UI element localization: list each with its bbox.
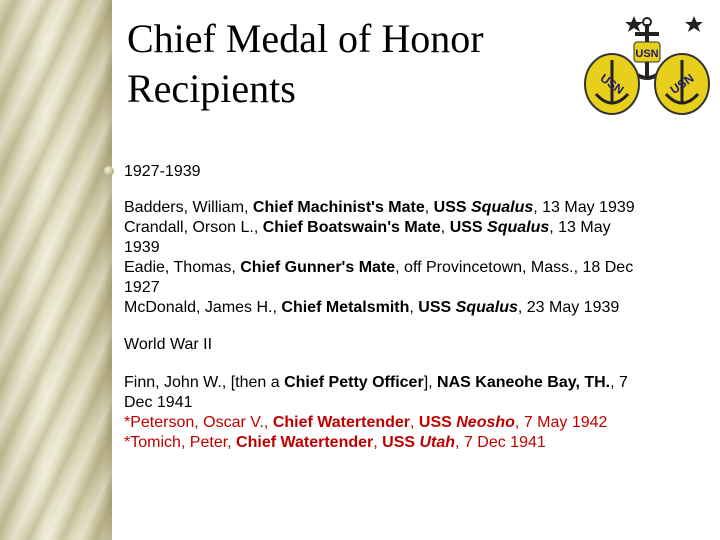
entry-crandall: Crandall, Orson L., Chief Boatswain's Mate, USS Squalus, 13 May xyxy=(124,219,611,236)
section-heading-1927-1939: 1927-1939 xyxy=(124,163,201,180)
slide-title-line-2: Recipients xyxy=(127,66,296,111)
entry-tomich: *Tomich, Peter, Chief Watertender, USS Utah, 7 Dec 1941 xyxy=(124,434,546,451)
slide-title-line-1: Chief Medal of Honor xyxy=(127,16,484,61)
logo-text-center: USN xyxy=(635,48,659,60)
decorative-stripe-edge xyxy=(104,0,112,540)
right-anchor-badge-icon xyxy=(655,54,709,114)
uscg-chief-anchor-insignia-icon xyxy=(585,16,709,114)
section1-entries xyxy=(124,198,635,318)
bullet-icon xyxy=(104,166,114,176)
section-heading-world-war-ii: World War II xyxy=(124,336,213,353)
entry-finn: Finn, John W., [then a Chief Petty Officer], NAS Kaneohe Bay, TH., 7 xyxy=(124,374,628,391)
left-anchor-badge-icon xyxy=(585,54,639,114)
decorative-side-stripe xyxy=(0,0,112,540)
entry-crandall-cont: 1939 xyxy=(124,239,160,256)
entry-badders: Badders, William, Chief Machinist's Mate, USS Squalus, 13 May 1939 xyxy=(124,199,635,216)
entry-eadie-cont: 1927 xyxy=(124,279,160,296)
logo-text-right: USN xyxy=(667,70,697,98)
entry-peterson: *Peterson, Oscar V., Chief Watertender, USS Neosho, 7 May 1942 xyxy=(124,414,608,431)
section2-entries xyxy=(124,373,628,453)
star-icon-left xyxy=(625,16,643,32)
slide-title xyxy=(127,14,484,114)
entry-mcdonald: McDonald, James H., Chief Metalsmith, USS Squalus, 23 May 1939 xyxy=(124,299,620,316)
entry-eadie: Eadie, Thomas, Chief Gunner's Mate, off Provincetown, Mass., 18 Dec xyxy=(124,259,634,276)
entry-finn-cont: Dec 1941 xyxy=(124,394,193,411)
logo-text-left: USN xyxy=(597,70,627,98)
chief-insignia-logo xyxy=(582,12,712,120)
star-icon-right xyxy=(685,16,703,32)
